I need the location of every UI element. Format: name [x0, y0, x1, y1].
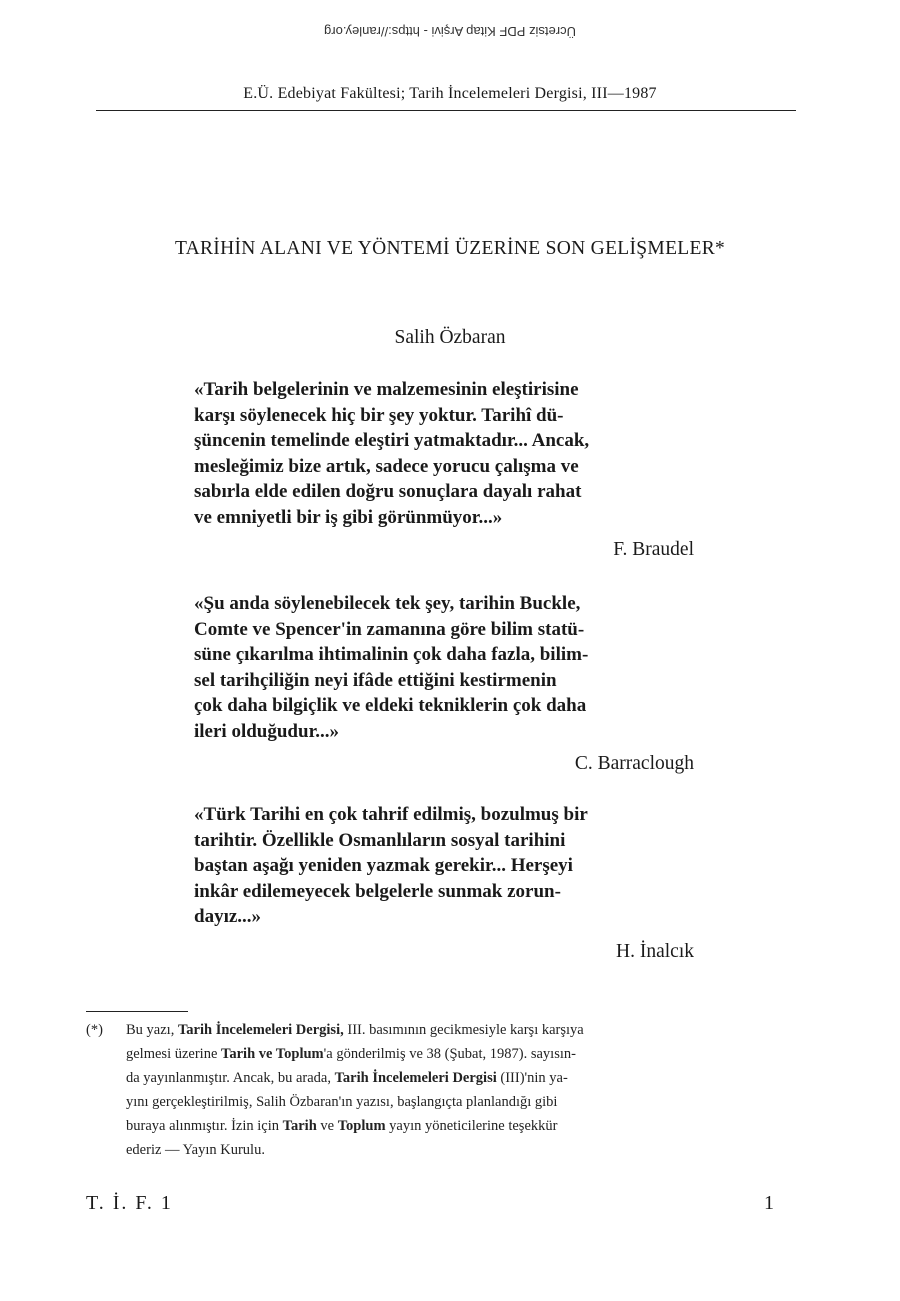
quote-line: karşı söylenecek hiç bir şey yoktur. Tarihî dü- [194, 404, 564, 426]
quote-line: inkâr edilemeyecek belgelerle sunmak zorun- [194, 880, 561, 902]
footnote-line: yını gerçekleştirilmiş, Salih Özbaran'ın yazısı, başlangıçta planlandığı gibi [126, 1094, 558, 1110]
footnote-text: Bu yazı, [126, 1022, 178, 1038]
quote-line: süne çıkarılma ihtimalinin çok daha fazla, bilim- [194, 644, 589, 665]
footnote-text: buraya alınmıştır. İzin için [126, 1118, 283, 1134]
footnote-text: 'a gönderilmiş ve 38 (Şubat, 1987). sayısın- [323, 1046, 576, 1062]
footnote-text: gelmesi üzerine [126, 1046, 222, 1062]
epigraph-attribution-3: H. İnalcık [616, 941, 694, 962]
footnote-line: ederiz — Yayın Kurulu. [126, 1142, 265, 1158]
epigraph-quote-2 [194, 591, 694, 744]
footnote-line [86, 1114, 806, 1138]
quote-line: sel tarihçiliğin neyi ifâde ettiğini kestirmenin [194, 669, 557, 691]
footnote-bold-text: Tarih ve Toplum [221, 1046, 324, 1062]
epigraph-quote-3 [194, 802, 694, 930]
header-rule [96, 110, 796, 111]
quote-line: mesleğimiz bize artık, sadece yorucu çalışma ve [194, 455, 579, 477]
article-title: TARİHİN ALANI VE YÖNTEMİ ÜZERİNE SON GELİŞMELER* [174, 238, 726, 259]
epigraph-attribution-2: C. Barraclough [574, 753, 694, 774]
footnote-bold-text: Tarih İncelemeleri Dergisi, [177, 1022, 344, 1038]
quote-line: ve emniyetli bir iş gibi görünmüyor...» [194, 506, 503, 528]
footnote-rule [86, 1011, 188, 1012]
quote-line: sabırla elde edilen doğru sonuçlara dayalı rahat [194, 481, 582, 502]
quote-line: baştan aşağı yeniden yazmak gerekir... Herşeyi [194, 855, 573, 876]
epigraph-quote-1 [194, 377, 694, 530]
quote-line: Comte ve Spencer'in zamanına göre bilim statü- [194, 618, 585, 640]
quote-line: şüncenin temelinde eleştiri yatmaktadır... Ancak, [194, 430, 590, 451]
footnote-text: yayın yöneticilerine teşekkür [385, 1118, 558, 1134]
quote-line: çok daha bilgiçlik ve eldeki tekniklerin çok daha [194, 695, 587, 716]
footnote-text: da yayınlanmıştır. Ancak, bu arada, [126, 1070, 335, 1086]
footnote-line [86, 1042, 806, 1066]
quote-line: ileri olduğudur...» [194, 720, 340, 742]
quote-line: «Tarih belgelerinin ve malzemesinin eleştirisine [194, 379, 579, 400]
signature-mark: T. İ. F. 1 [86, 1192, 173, 1214]
footnote-text: ve [316, 1118, 338, 1134]
footnote-line [86, 1066, 806, 1090]
footnote-mark: (*) [86, 1022, 103, 1038]
watermark-text: Ücretsiz PDF Kitap Arşivi - https://ranley.org [324, 24, 576, 39]
footnote-text: (III)'nin ya- [496, 1070, 568, 1086]
footnote-bold-text: Toplum [337, 1118, 386, 1134]
quote-line: «Şu anda söylenebilecek tek şey, tarihin Buckle, [194, 593, 581, 614]
running-head: E.Ü. Edebiyat Fakültesi; Tarih İncelemeleri Dergisi, III—1987 [243, 85, 657, 102]
page-number: 1 [764, 1192, 774, 1214]
footnote-text: III. basımının gecikmesiyle karşı karşıya [343, 1022, 584, 1038]
author-name: Salih Özbaran [394, 327, 506, 348]
footnote [86, 1018, 806, 1162]
quote-line: tarihtir. Özellikle Osmanlıların sosyal tarihini [194, 829, 566, 851]
quote-line: dayız...» [194, 906, 262, 927]
footnote-bold-text: Tarih İncelemeleri Dergisi [334, 1070, 497, 1086]
footnote-line [86, 1018, 806, 1042]
footnote-bold-text: Tarih [282, 1118, 317, 1134]
quote-line: «Türk Tarihi en çok tahrif edilmiş, bozulmuş bir [194, 804, 588, 825]
epigraph-attribution-1: F. Braudel [613, 539, 694, 560]
